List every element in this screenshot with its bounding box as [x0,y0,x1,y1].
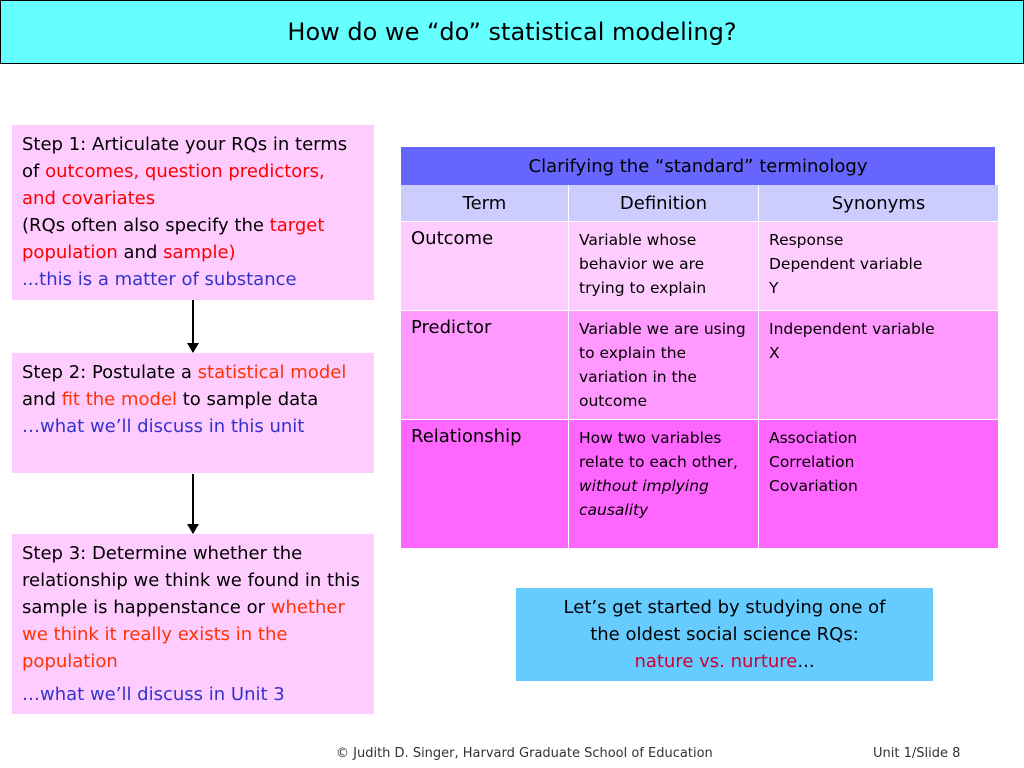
step-2-box [12,353,374,473]
slide-title: How do we “do” statistical modeling? [287,18,737,46]
synonym-item: Independent variable [769,320,935,338]
slide-title-bar [0,0,1024,64]
synonyms-cell [759,222,998,310]
footer-slide-number: Unit 1/Slide 8 [873,746,961,761]
step-1-box [12,125,374,300]
footer-copyright: © Judith D. Singer, Harvard Graduate School of Education [336,746,713,761]
step-1-highlight: outcomes, question predictors, and covariates [22,161,325,209]
step-1-note: ...this is a matter of substance [22,269,297,290]
terminology-table [401,147,998,548]
callout-line-1: Let’s get started by studying one of [563,597,886,618]
synonym-item: X [769,344,780,362]
callout-topic: nature vs. nurture [634,651,798,672]
header-synonyms: Synonyms [831,192,926,214]
step-1-sample: sample) [163,242,236,263]
arrow-down-icon [192,300,194,352]
synonym-item: Covariation [769,477,858,495]
synonym-item: Y [769,279,779,297]
term-cell: Relationship [401,420,569,548]
step-2-note: …what we’ll discuss in this unit [22,416,305,437]
callout-ellipsis: ... [797,651,815,672]
callout-line-2: the oldest social science RQs: [590,624,859,645]
synonym-item: Association [769,429,858,447]
table-row-predictor [401,310,998,419]
step-1-target: target population [22,215,325,263]
step-3-box [12,534,374,714]
term-cell: Outcome [401,222,569,310]
callout-box [516,588,933,681]
synonym-item: Dependent variable [769,255,923,273]
step-2-lead: Step 2: Postulate a [22,362,198,383]
step-2-tail: to sample data [177,389,319,410]
step-3-lead: Step 3: Determine whether the relationship we think we found in this sample is happenstance or [22,543,360,618]
terminology-caption: Clarifying the “standard” terminology [401,147,995,185]
synonyms-cell [759,420,998,548]
term-cell: Predictor [401,311,569,419]
definition-italic: without implying causality [579,477,709,519]
step-1-lead: Step 1: Articulate your RQs in terms of [22,134,348,182]
step-2-fit: fit the model [61,389,178,410]
table-row-outcome [401,221,998,310]
step-1-paren: (RQs often also specify the [22,215,270,236]
synonym-item: Correlation [769,453,855,471]
synonym-item: Response [769,231,844,249]
step-1-and: and [117,242,164,263]
arrow-down-icon [192,474,194,533]
step-3-highlight: whether we think it really exists in the population [22,597,345,672]
step-2-model: statistical model [197,362,347,383]
synonyms-cell [759,311,998,419]
definition-cell [569,420,759,548]
header-term: Term [401,185,569,221]
definition-cell: Variable we are using to explain the variation in the outcome [569,311,759,419]
terminology-header-row [401,185,998,221]
step-2-and: and [22,389,62,410]
header-definition: Definition [569,185,759,221]
step-3-note: …what we’ll discuss in Unit 3 [22,684,285,705]
definition-text: How two variables relate to each other, [579,429,738,471]
table-row-relationship [401,419,998,548]
definition-cell: Variable whose behavior we are trying to explain [569,222,759,310]
